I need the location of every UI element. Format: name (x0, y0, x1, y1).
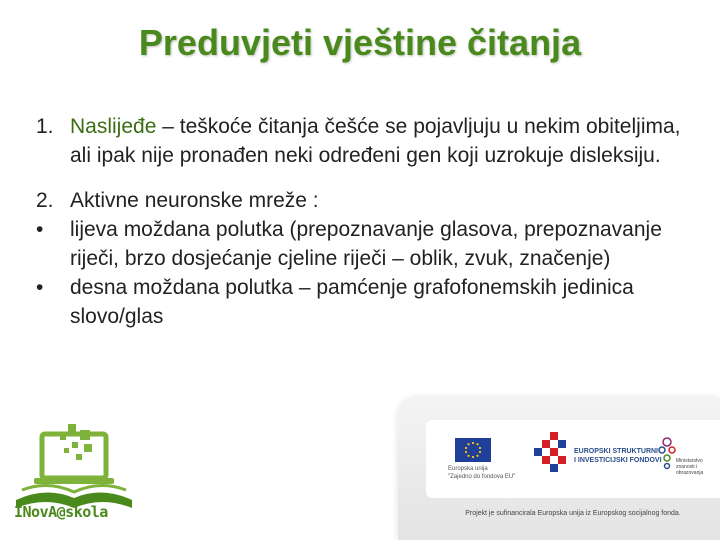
item-body: – teškoće čitanja češće se pojavljuju u nekim obiteljima, ali ipak nije pronađen neki određeni gen koji uzrokuje disleksiju. (70, 115, 681, 167)
bullet-marker: • (36, 276, 44, 299)
esif-title-line1: EUROPSKI STRUKTURNI (574, 448, 659, 455)
eu-slogan: "Zajedno do fondova EU" (448, 474, 516, 480)
item-keyword: Naslijeđe (70, 115, 157, 138)
slide-content (30, 112, 690, 331)
slide-title: Preduvjeti vještine čitanja (138, 22, 582, 63)
bullet-text: lijeva moždana polutka (prepoznavanje glasova, prepoznavanje riječi, brzo dosjećanje cjeline riječi – oblik, zvuk, značenje) (70, 218, 662, 270)
bullet-item-2 (30, 273, 690, 331)
item-number: 1. (36, 115, 54, 138)
banner-footer-text: Projekt je sufinancirala Europska unija iz Europskog socijalnog fonda. (465, 510, 681, 517)
item-number: 2. (36, 189, 54, 212)
ministry-caption: Ministarstvo znanosti i obrazovanja (676, 458, 704, 476)
item-text: Aktivne neuronske mreže : (70, 189, 319, 212)
bullet-marker: • (36, 218, 44, 241)
eu-caption: Europska unija (448, 466, 488, 472)
eu-flag-icon (455, 438, 491, 462)
croatia-checker-icon (528, 430, 572, 474)
logo-wordmark: INovA@skola (14, 503, 108, 521)
item-text (70, 112, 690, 170)
esif-title-line2: I INVESTICIJSKI FONDOVI (574, 457, 662, 464)
bullet-text: desna moždana polutka – pamćenje grafofonemskih jedinica slovo/glas (70, 276, 634, 328)
ministry-emblem-icon (656, 436, 678, 472)
numbered-item-1 (30, 112, 690, 170)
numbered-item-2 (30, 186, 690, 215)
bullet-item-1 (30, 215, 690, 273)
